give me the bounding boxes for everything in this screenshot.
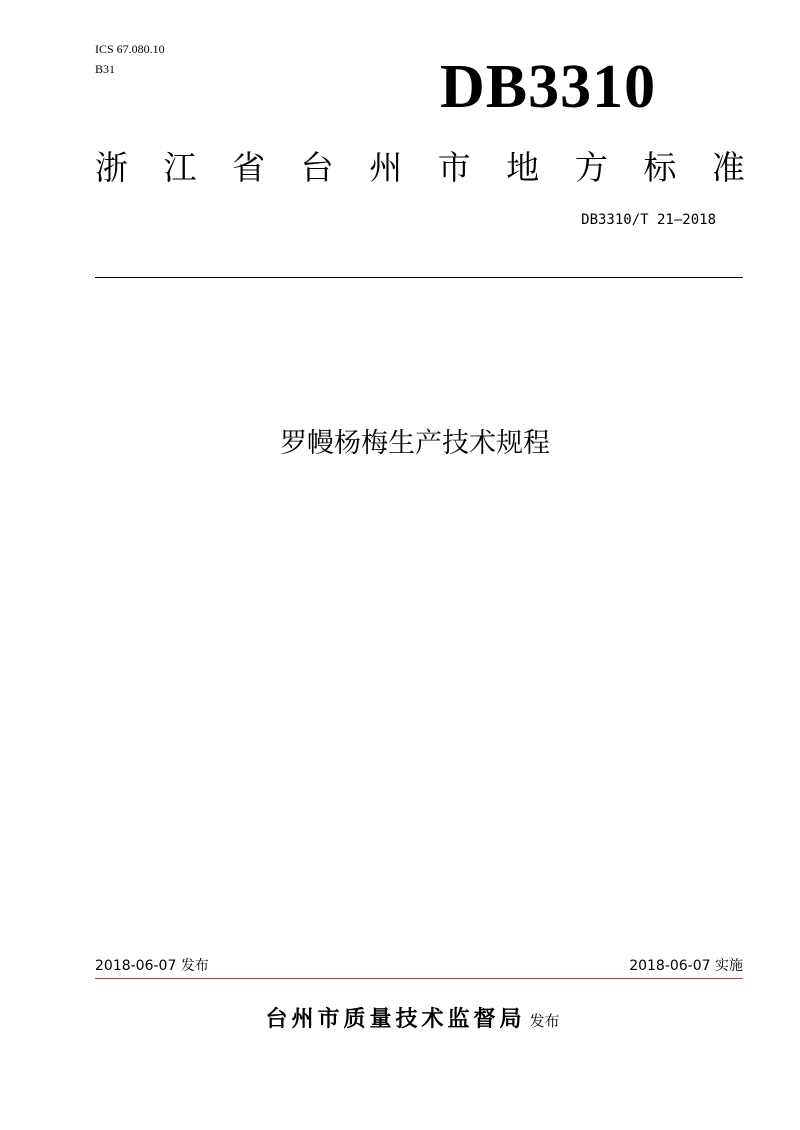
footer-divider: [95, 978, 743, 979]
issuer-suffix: 发布: [529, 1012, 560, 1030]
classification-codes: [95, 42, 165, 82]
heading-char: 台: [300, 148, 334, 187]
heading-char: 准: [711, 148, 745, 187]
heading-char: 浙: [95, 148, 128, 187]
implement-date: 2018-06-07 实施: [629, 958, 743, 974]
heading-char: 省: [232, 148, 266, 187]
standard-number: DB3310/T 21—2018: [581, 212, 716, 228]
issuer-name: 台州市质量技术监督局: [265, 1007, 526, 1032]
standard-code-mark: DB3310: [440, 53, 657, 121]
heading-char: 江: [163, 148, 197, 187]
header-divider: [95, 277, 743, 278]
heading-char: 地: [506, 148, 540, 187]
heading-char: 标: [643, 148, 677, 187]
ccs-code: B31: [95, 62, 116, 76]
publish-date: 2018-06-07 发布: [95, 958, 209, 974]
ics-code: ICS 67.080.10: [95, 42, 165, 56]
issuer-line: [0, 1000, 800, 1041]
heading-char: 市: [437, 148, 471, 187]
standard-type-heading: [95, 146, 745, 190]
heading-char: 方: [574, 148, 608, 187]
heading-char: 州: [369, 148, 403, 187]
document-title: 罗幔杨梅生产技术规程: [280, 428, 550, 459]
